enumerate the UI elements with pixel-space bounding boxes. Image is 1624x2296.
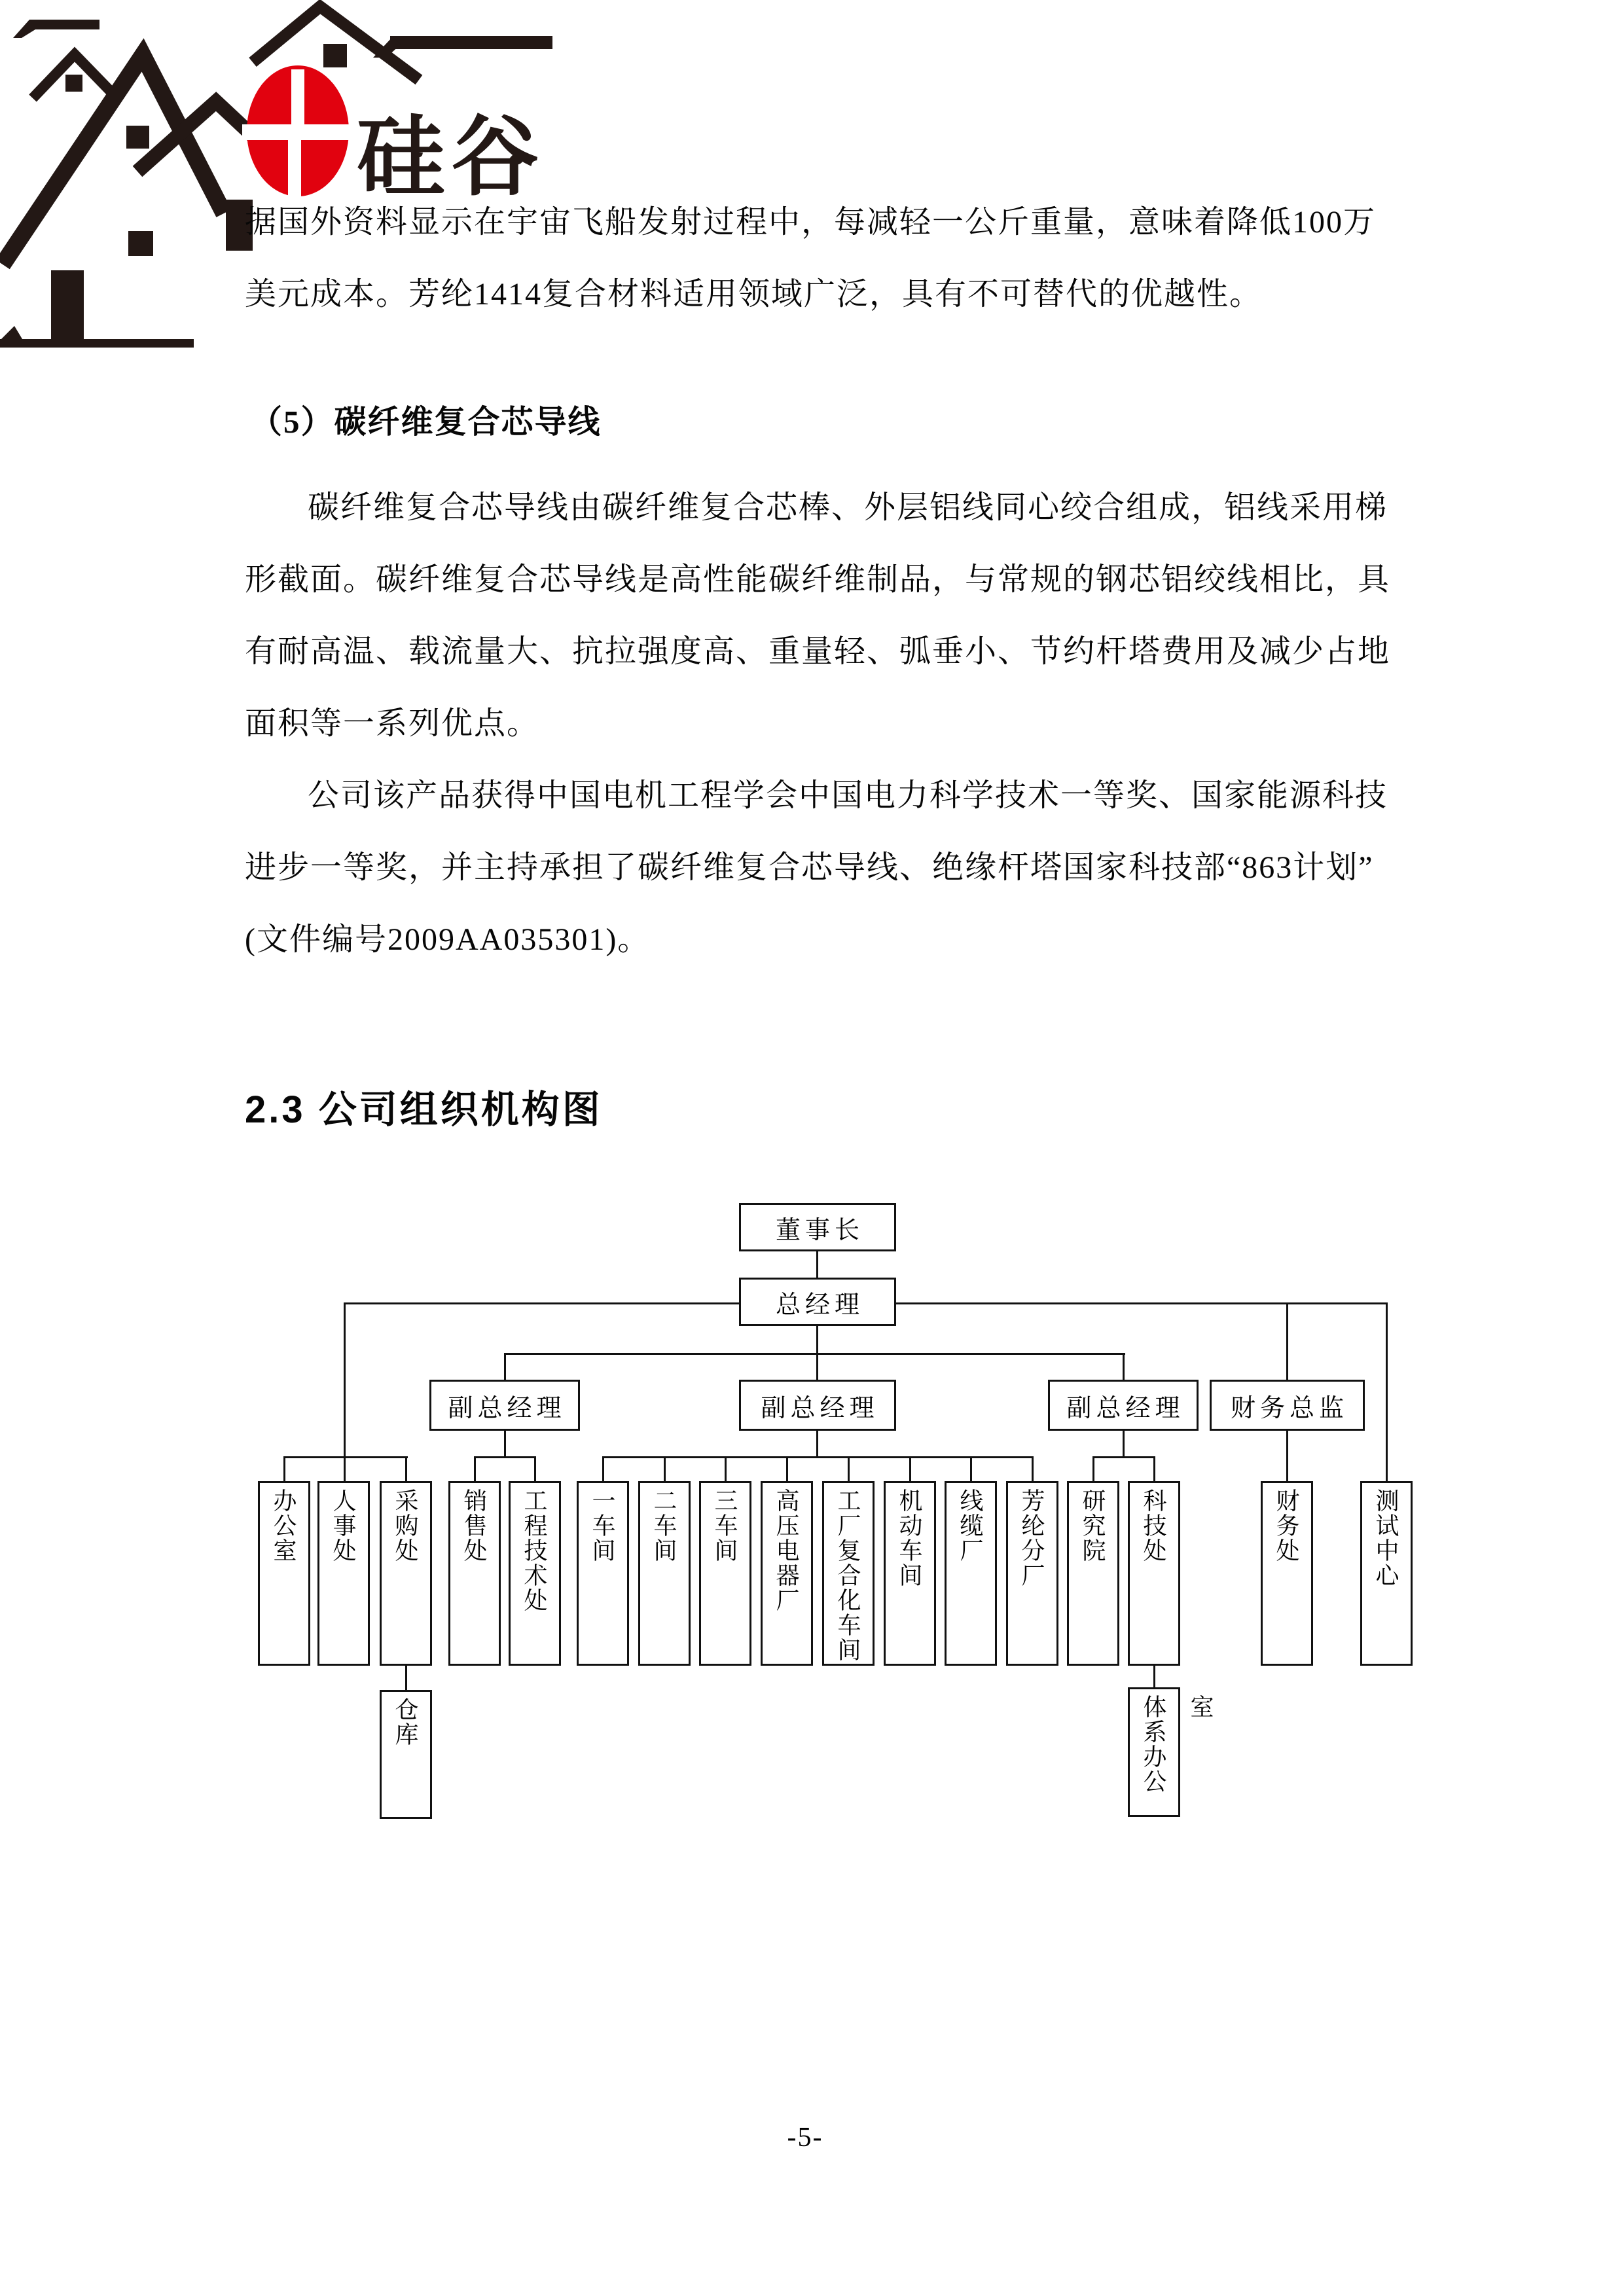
paragraph1-line1: 据国外资料显示在宇宙飞船发射过程中，每减轻一公斤重量，意味着降低100万 xyxy=(245,205,1377,240)
connector-line xyxy=(1386,1302,1388,1481)
connector-line xyxy=(848,1456,850,1481)
org-node-dept-5: 工程技术处 xyxy=(509,1481,561,1666)
connector-line xyxy=(344,1302,346,1481)
connector-line xyxy=(1032,1456,1034,1481)
org-node-dept-12: 线缆厂 xyxy=(945,1481,997,1666)
connector-line xyxy=(1286,1302,1288,1380)
org-node-finance-director: 财务总监 xyxy=(1210,1380,1365,1431)
org-node-dept-4: 销售处 xyxy=(448,1481,501,1666)
connector-line xyxy=(1153,1456,1155,1481)
logo-wordmark: 硅谷 xyxy=(357,109,546,206)
connector-line xyxy=(284,1456,408,1458)
connector-line xyxy=(664,1456,666,1481)
paragraph2-line2: 形截面。碳纤维复合芯导线是高性能碳纤维制品，与常规的钢芯铝绞线相比，具 xyxy=(245,562,1391,597)
connector-line xyxy=(504,1431,506,1456)
red-s-emblem xyxy=(242,65,353,196)
org-node-dept-9: 高压电器厂 xyxy=(761,1481,813,1666)
connector-line xyxy=(1092,1456,1094,1481)
org-node-dept-17: 测试中心 xyxy=(1360,1481,1413,1666)
connector-line xyxy=(505,1353,1125,1355)
page-number: -5- xyxy=(787,2123,823,2153)
org-node-dept-3: 采购处 xyxy=(380,1481,432,1666)
org-node-vice-manager-1: 副总经理 xyxy=(429,1380,580,1431)
org-node-dept-11: 机动车间 xyxy=(884,1481,936,1666)
paragraph2-line3: 有耐高温、载流量大、抗拉强度高、重量轻、弧垂小、节约杆塔费用及减少占地 xyxy=(245,634,1391,669)
connector-line xyxy=(475,1456,536,1458)
section-heading: （5）碳纤维复合芯导线 xyxy=(250,404,602,440)
connector-line xyxy=(816,1251,818,1278)
org-node-dept-2: 人事处 xyxy=(317,1481,370,1666)
org-node-dept-13: 芳纶分厂 xyxy=(1006,1481,1058,1666)
connector-line xyxy=(786,1456,788,1481)
connector-line xyxy=(816,1353,818,1380)
org-node-dept-14: 研究院 xyxy=(1067,1481,1119,1666)
connector-line xyxy=(816,1431,818,1456)
org-node-chairman: 董事长 xyxy=(739,1203,896,1251)
connector-line xyxy=(909,1456,911,1481)
paragraph2-line4: 面积等一系列优点。 xyxy=(245,706,540,741)
connector-line xyxy=(725,1456,727,1481)
org-node-general-manager: 总经理 xyxy=(739,1278,896,1326)
org-node-dept-1: 办公室 xyxy=(258,1481,310,1666)
connector-line xyxy=(405,1456,407,1481)
connector-line xyxy=(283,1456,285,1481)
connector-line xyxy=(1153,1666,1155,1687)
connector-line xyxy=(534,1456,536,1481)
paragraph1-line2: 美元成本。芳纶1414复合材料适用领域广泛，具有不可替代的优越性。 xyxy=(245,277,1263,312)
connector-line xyxy=(1092,1456,1155,1458)
connector-line xyxy=(602,1456,1034,1458)
org-node-system-office: 体系办公室 xyxy=(1128,1687,1180,1817)
org-node-warehouse: 仓库 xyxy=(380,1690,432,1819)
connector-line xyxy=(504,1353,506,1380)
org-node-dept-10: 工厂复合化车间 xyxy=(822,1481,875,1666)
org-node-vice-manager-3: 副总经理 xyxy=(1048,1380,1199,1431)
connector-line xyxy=(602,1456,604,1481)
connector-line xyxy=(970,1456,972,1481)
connector-line xyxy=(1123,1353,1125,1380)
paragraph3-line3: (文件编号2009AA035301)。 xyxy=(245,922,651,957)
org-node-dept-15: 科技处 xyxy=(1128,1481,1180,1666)
paragraph2-line1: 碳纤维复合芯导线由碳纤维复合芯棒、外层铝线同心绞合组成，铝线采用梯 xyxy=(308,490,1388,525)
org-node-dept-6: 一车间 xyxy=(577,1481,629,1666)
connector-line xyxy=(474,1456,476,1481)
connector-line xyxy=(1123,1431,1125,1456)
paragraph3-line2: 进步一等奖，并主持承担了碳纤维复合芯导线、绝缘杆塔国家科技部“863计划” xyxy=(245,850,1374,885)
connector-line xyxy=(405,1666,407,1690)
org-node-dept-7: 二车间 xyxy=(638,1481,691,1666)
org-node-dept-8: 三车间 xyxy=(699,1481,751,1666)
org-node-dept-16: 财务处 xyxy=(1261,1481,1313,1666)
chart-heading: 2.3 公司组织机构图 xyxy=(245,1088,603,1131)
connector-line xyxy=(1286,1431,1288,1481)
connector-line xyxy=(816,1326,818,1353)
org-node-vice-manager-2: 副总经理 xyxy=(739,1380,896,1431)
paragraph3-line1: 公司该产品获得中国电机工程学会中国电力科学技术一等奖、国家能源科技 xyxy=(308,778,1388,813)
